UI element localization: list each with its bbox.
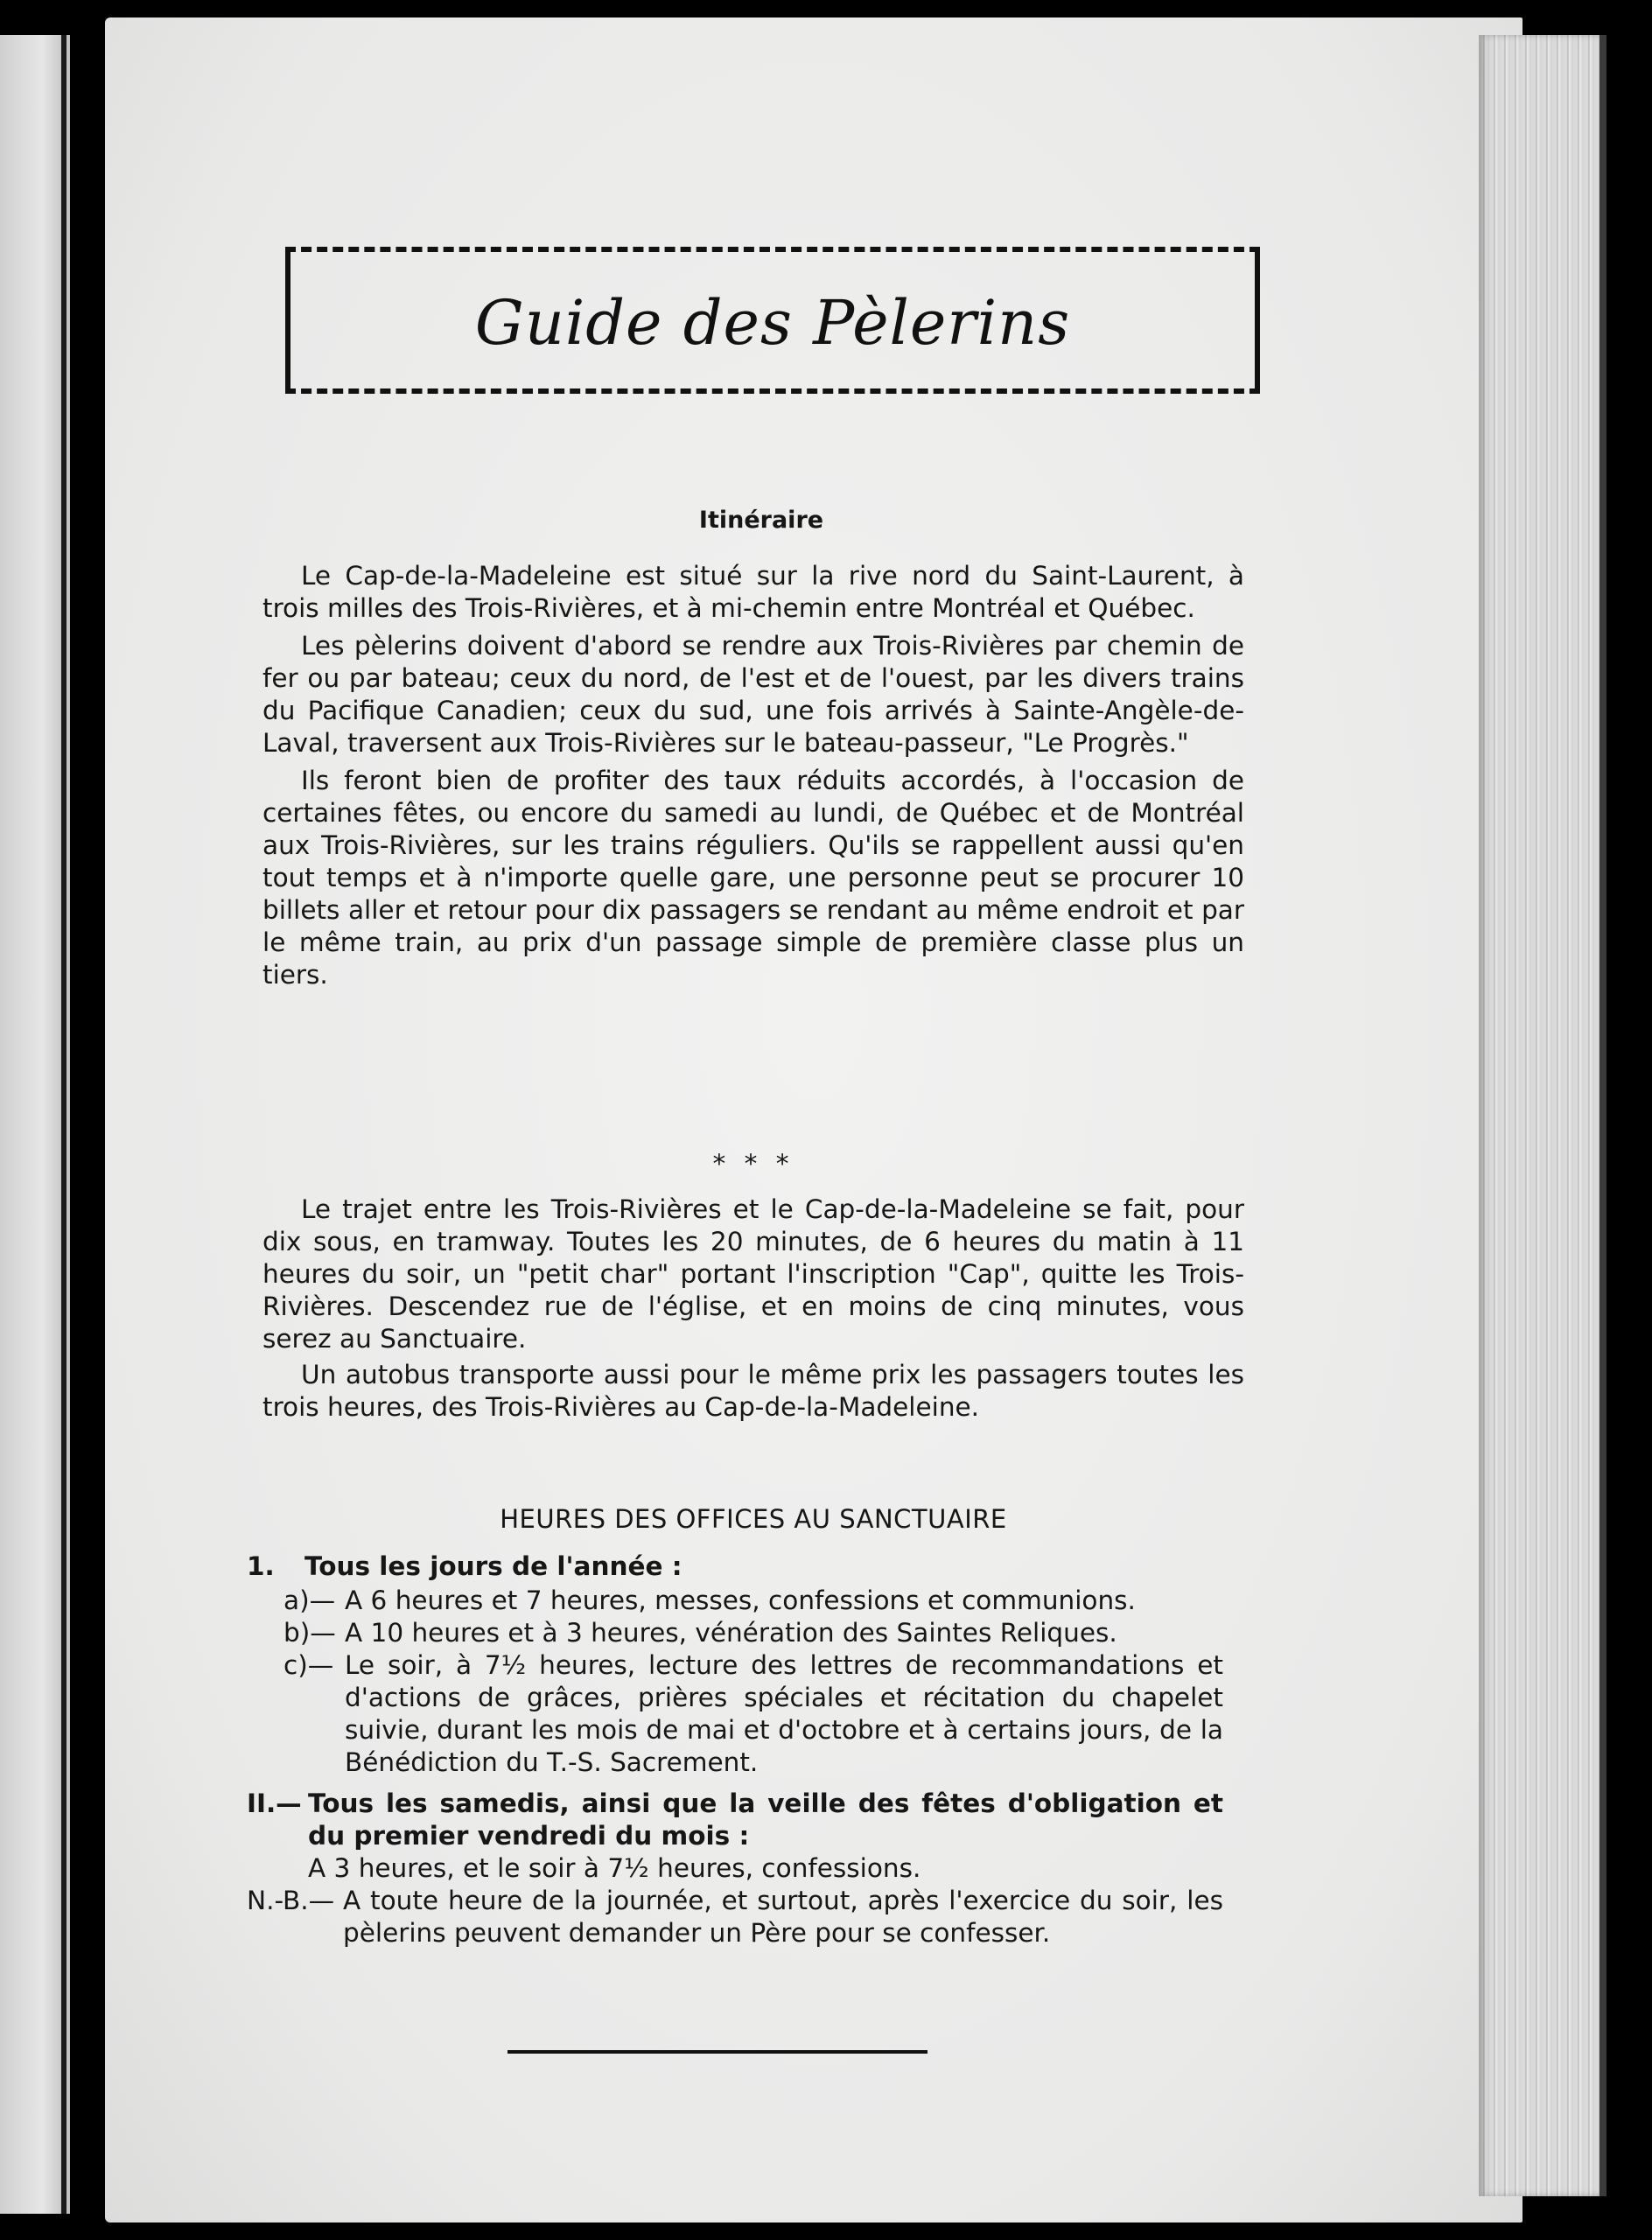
title-frame (285, 247, 1260, 394)
entry-text: Le soir, à 7½ heures, lecture des lettres de recommandations et d'actions de grâces, prières spéciales et récitation du chapelet suivie, durant les mois de mai et d'octobre et à certains jours, de la Bénédiction du T.-S. Sacrement. (345, 1650, 1223, 1777)
item-number: II.— (247, 1788, 302, 1818)
entry-label: c)— (284, 1650, 334, 1680)
entry-label: b)— (284, 1618, 336, 1648)
page-title: Guide des Pèlerins (474, 287, 1071, 359)
note-text: A toute heure de la journée, et surtout, après l'exercice du soir, les pèlerins peuvent demander un Père pour se confesser. (343, 1886, 1223, 1948)
section-heading-offices: HEURES DES OFFICES AU SANCTUAIRE (500, 1504, 1007, 1534)
list-item (284, 1585, 1223, 1617)
entry-text: A 10 heures et à 3 heures, vénération des Saintes Reliques. (345, 1618, 1117, 1648)
left-page-edge (0, 35, 70, 2214)
list-item (247, 1550, 1223, 1583)
item-heading: Tous les jours de l'année : (304, 1551, 682, 1581)
list-item (247, 1788, 1223, 1852)
paragraph: Le Cap-de-la-Madeleine est situé sur la rive nord du Saint-Laurent, à trois milles des Trois-Rivières, et à mi-chemin entre Montréal et Québec. (262, 561, 1244, 623)
item-number: 1. (247, 1551, 275, 1581)
paragraph: Un autobus transporte aussi pour le même prix les passagers toutes les trois heures, des Trois-Rivières au Cap-de-la-Madeleine. (262, 1360, 1244, 1422)
entry-label: a)— (284, 1586, 336, 1615)
section-itineraire-body (262, 560, 1244, 991)
item-text: A 3 heures, et le soir à 7½ heures, confessions. (308, 1853, 921, 1883)
note-label: N.-B.— (247, 1886, 335, 1915)
separator-asterisks: * * * (712, 1149, 794, 1179)
entry-text: A 6 heures et 7 heures, messes, confessions et communions. (345, 1586, 1136, 1615)
list-item (284, 1617, 1223, 1649)
list-item (247, 1885, 1223, 1950)
list-item (284, 1649, 1223, 1779)
paragraph: Ils feront bien de profiter des taux réduits accordés, à l'occasion de certaines fêtes, ou encore du samedi au lundi, de Québec et de Montréal aux Trois-Rivières, sur les trains réguliers. Qu'ils se rappellent aussi qu'en tout temps et à n'importe quelle gare, une personne peut se procurer 10 billets aller et retour pour dix passagers se rendant au même endroit et par le même train, au prix d'un passage simple de première classe plus un tiers. (262, 766, 1244, 990)
section-heading-itineraire: Itinéraire (698, 507, 824, 534)
item-heading: Tous les samedis, ainsi que la veille des fêtes d'obligation et du premier vendredi du mois : (308, 1788, 1223, 1851)
paragraph: Les pèlerins doivent d'abord se rendre aux Trois-Rivières par chemin de fer ou par bateau; ceux du nord, de l'est et de l'ouest, par les divers trains du Pacifique Canadien; ceux du sud, une fois arrivés à Sainte-Angèle-de-Laval, traversent aux Trois-Rivières sur le bateau-passeur, "Le Progrès." (262, 631, 1244, 758)
paragraph: Le trajet entre les Trois-Rivières et le Cap-de-la-Madeleine se fait, pour dix sous, en tramway. Toutes les 20 minutes, de 6 heures du matin à 11 heures du soir, un "petit char" portant l'inscription "Cap", quitte les Trois-Rivières. Descendez rue de l'église, et en moins de cinq minutes, vous serez au Sanctuaire. (262, 1194, 1244, 1354)
page-stack-edge (1479, 35, 1601, 2196)
section-tramway-body (262, 1194, 1244, 1424)
offices-list (247, 1550, 1223, 1950)
closing-rule (508, 2050, 928, 2054)
